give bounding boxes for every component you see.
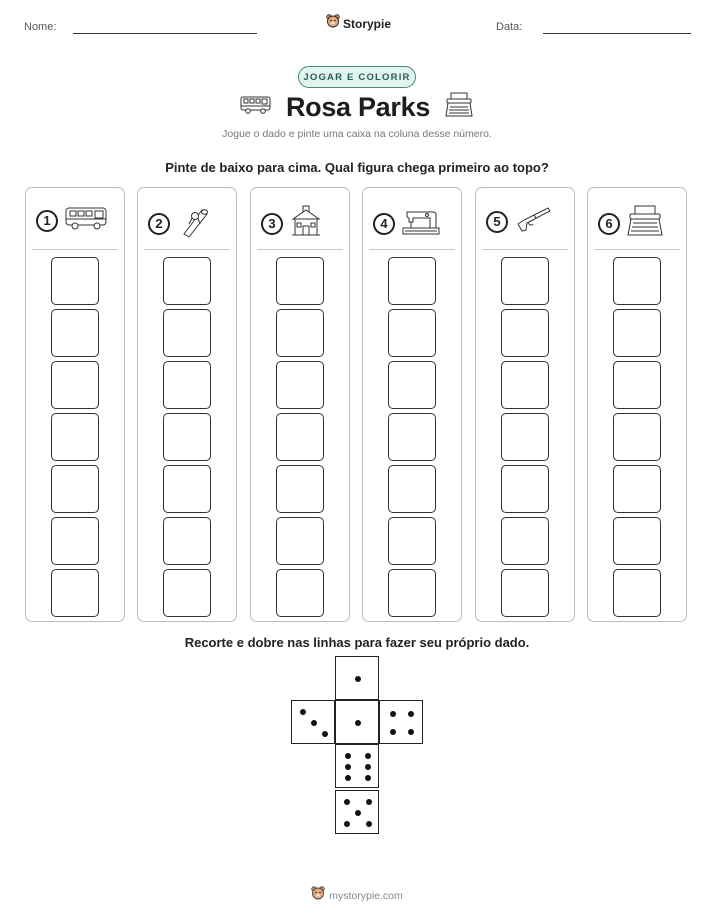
column-divider — [32, 249, 118, 250]
column-header — [486, 204, 554, 239]
date-line — [543, 33, 691, 34]
die-pip — [390, 711, 396, 717]
coloring-box[interactable] — [501, 517, 549, 565]
die-pip — [344, 821, 350, 827]
column-number: 1 — [36, 210, 58, 232]
column-header — [36, 204, 110, 237]
typewriter-icon — [444, 92, 474, 123]
coloring-box[interactable] — [276, 465, 324, 513]
die-face-5 — [335, 790, 379, 834]
coloring-box[interactable] — [163, 465, 211, 513]
die-pip — [345, 775, 351, 781]
column-number: 3 — [261, 213, 283, 235]
coloring-box[interactable] — [388, 361, 436, 409]
column-divider — [482, 249, 568, 250]
column-header — [598, 204, 664, 243]
coloring-box[interactable] — [163, 309, 211, 357]
coloring-box[interactable] — [51, 309, 99, 357]
coloring-box[interactable] — [51, 465, 99, 513]
coloring-box[interactable] — [388, 517, 436, 565]
coloring-box[interactable] — [163, 257, 211, 305]
die-pip — [345, 764, 351, 770]
column-header — [261, 204, 323, 243]
die-face-6 — [335, 744, 379, 788]
coloring-box[interactable] — [613, 413, 661, 461]
bus-icon — [64, 204, 110, 237]
coloring-box[interactable] — [613, 465, 661, 513]
coloring-box[interactable] — [613, 517, 661, 565]
column-1 — [25, 187, 125, 622]
coloring-box[interactable] — [613, 257, 661, 305]
coloring-box[interactable] — [276, 257, 324, 305]
die-pip — [300, 709, 306, 715]
die-pip — [408, 711, 414, 717]
coloring-box[interactable] — [51, 569, 99, 617]
column-2 — [137, 187, 237, 622]
die-face-4 — [379, 700, 423, 744]
coloring-box[interactable] — [276, 309, 324, 357]
coloring-box[interactable] — [276, 569, 324, 617]
column-5 — [475, 187, 575, 622]
subtitle: Jogue o dado e pinte uma caixa na coluna desse número. — [222, 128, 492, 140]
column-number: 5 — [486, 211, 508, 233]
die-instruction: Recorte e dobre nas linhas para fazer seu próprio dado. — [184, 635, 530, 650]
brand-logo — [326, 14, 391, 33]
die-face-3 — [291, 700, 335, 744]
column-divider — [369, 249, 455, 250]
coloring-box[interactable] — [388, 465, 436, 513]
coloring-box[interactable] — [613, 569, 661, 617]
bus-icon — [240, 94, 272, 121]
die-pip — [355, 676, 361, 682]
diploma-icon — [176, 204, 212, 243]
coloring-box[interactable] — [388, 309, 436, 357]
bear-mascot-icon — [311, 886, 325, 905]
column-6 — [587, 187, 687, 622]
coloring-box[interactable] — [501, 569, 549, 617]
date-label: Data: — [496, 21, 523, 33]
column-divider — [594, 249, 680, 250]
column-divider — [144, 249, 230, 250]
coloring-box[interactable] — [276, 413, 324, 461]
schoolhouse-icon — [289, 204, 323, 243]
game-instruction: Pinte de baixo para cima. Qual figura chega primeiro ao topo? — [165, 160, 549, 175]
die-pip — [366, 821, 372, 827]
coloring-box[interactable] — [388, 413, 436, 461]
coloring-box[interactable] — [613, 361, 661, 409]
die-face-1 — [335, 656, 379, 700]
die-pip — [365, 753, 371, 759]
coloring-box[interactable] — [51, 257, 99, 305]
die-pip — [355, 810, 361, 816]
column-divider — [257, 249, 343, 250]
name-label: Nome: — [24, 21, 57, 33]
die-pip — [408, 729, 414, 735]
die-pip — [345, 753, 351, 759]
page-title: Rosa Parks — [285, 92, 431, 122]
worksheet-header — [0, 14, 714, 44]
die-pip — [344, 799, 350, 805]
coloring-box[interactable] — [51, 413, 99, 461]
coloring-box[interactable] — [163, 413, 211, 461]
coloring-box[interactable] — [501, 309, 549, 357]
coloring-box[interactable] — [276, 361, 324, 409]
title-row — [0, 92, 714, 123]
die-pip — [311, 720, 317, 726]
brand-name: Storypie — [343, 16, 392, 31]
die-pip — [366, 799, 372, 805]
coloring-box[interactable] — [163, 569, 211, 617]
sewing-machine-icon — [401, 204, 441, 243]
column-header — [148, 204, 212, 243]
activity-badge: JOGAR E COLORIR — [298, 66, 416, 88]
coloring-box[interactable] — [388, 257, 436, 305]
coloring-box[interactable] — [388, 569, 436, 617]
typewriter-icon — [626, 204, 664, 243]
die-pip — [365, 764, 371, 770]
die-pip — [322, 731, 328, 737]
coloring-box[interactable] — [51, 517, 99, 565]
die-pip — [390, 729, 396, 735]
rifle-icon — [514, 204, 554, 239]
die-pip — [365, 775, 371, 781]
coloring-box[interactable] — [501, 413, 549, 461]
coloring-box[interactable] — [613, 309, 661, 357]
die-pip — [355, 720, 361, 726]
name-line — [73, 33, 257, 34]
die-face-1 — [335, 700, 379, 744]
coloring-box[interactable] — [276, 517, 324, 565]
footer — [0, 886, 714, 905]
column-number: 2 — [148, 213, 170, 235]
coloring-box[interactable] — [51, 361, 99, 409]
column-header — [373, 204, 441, 243]
coloring-box[interactable] — [163, 517, 211, 565]
coloring-box[interactable] — [163, 361, 211, 409]
column-number: 4 — [373, 213, 395, 235]
column-number: 6 — [598, 213, 620, 235]
column-4 — [362, 187, 462, 622]
coloring-box[interactable] — [501, 465, 549, 513]
coloring-box[interactable] — [501, 361, 549, 409]
footer-url: mystorypie.com — [329, 889, 403, 902]
coloring-box[interactable] — [501, 257, 549, 305]
column-3 — [250, 187, 350, 622]
bear-mascot-icon — [326, 14, 340, 33]
